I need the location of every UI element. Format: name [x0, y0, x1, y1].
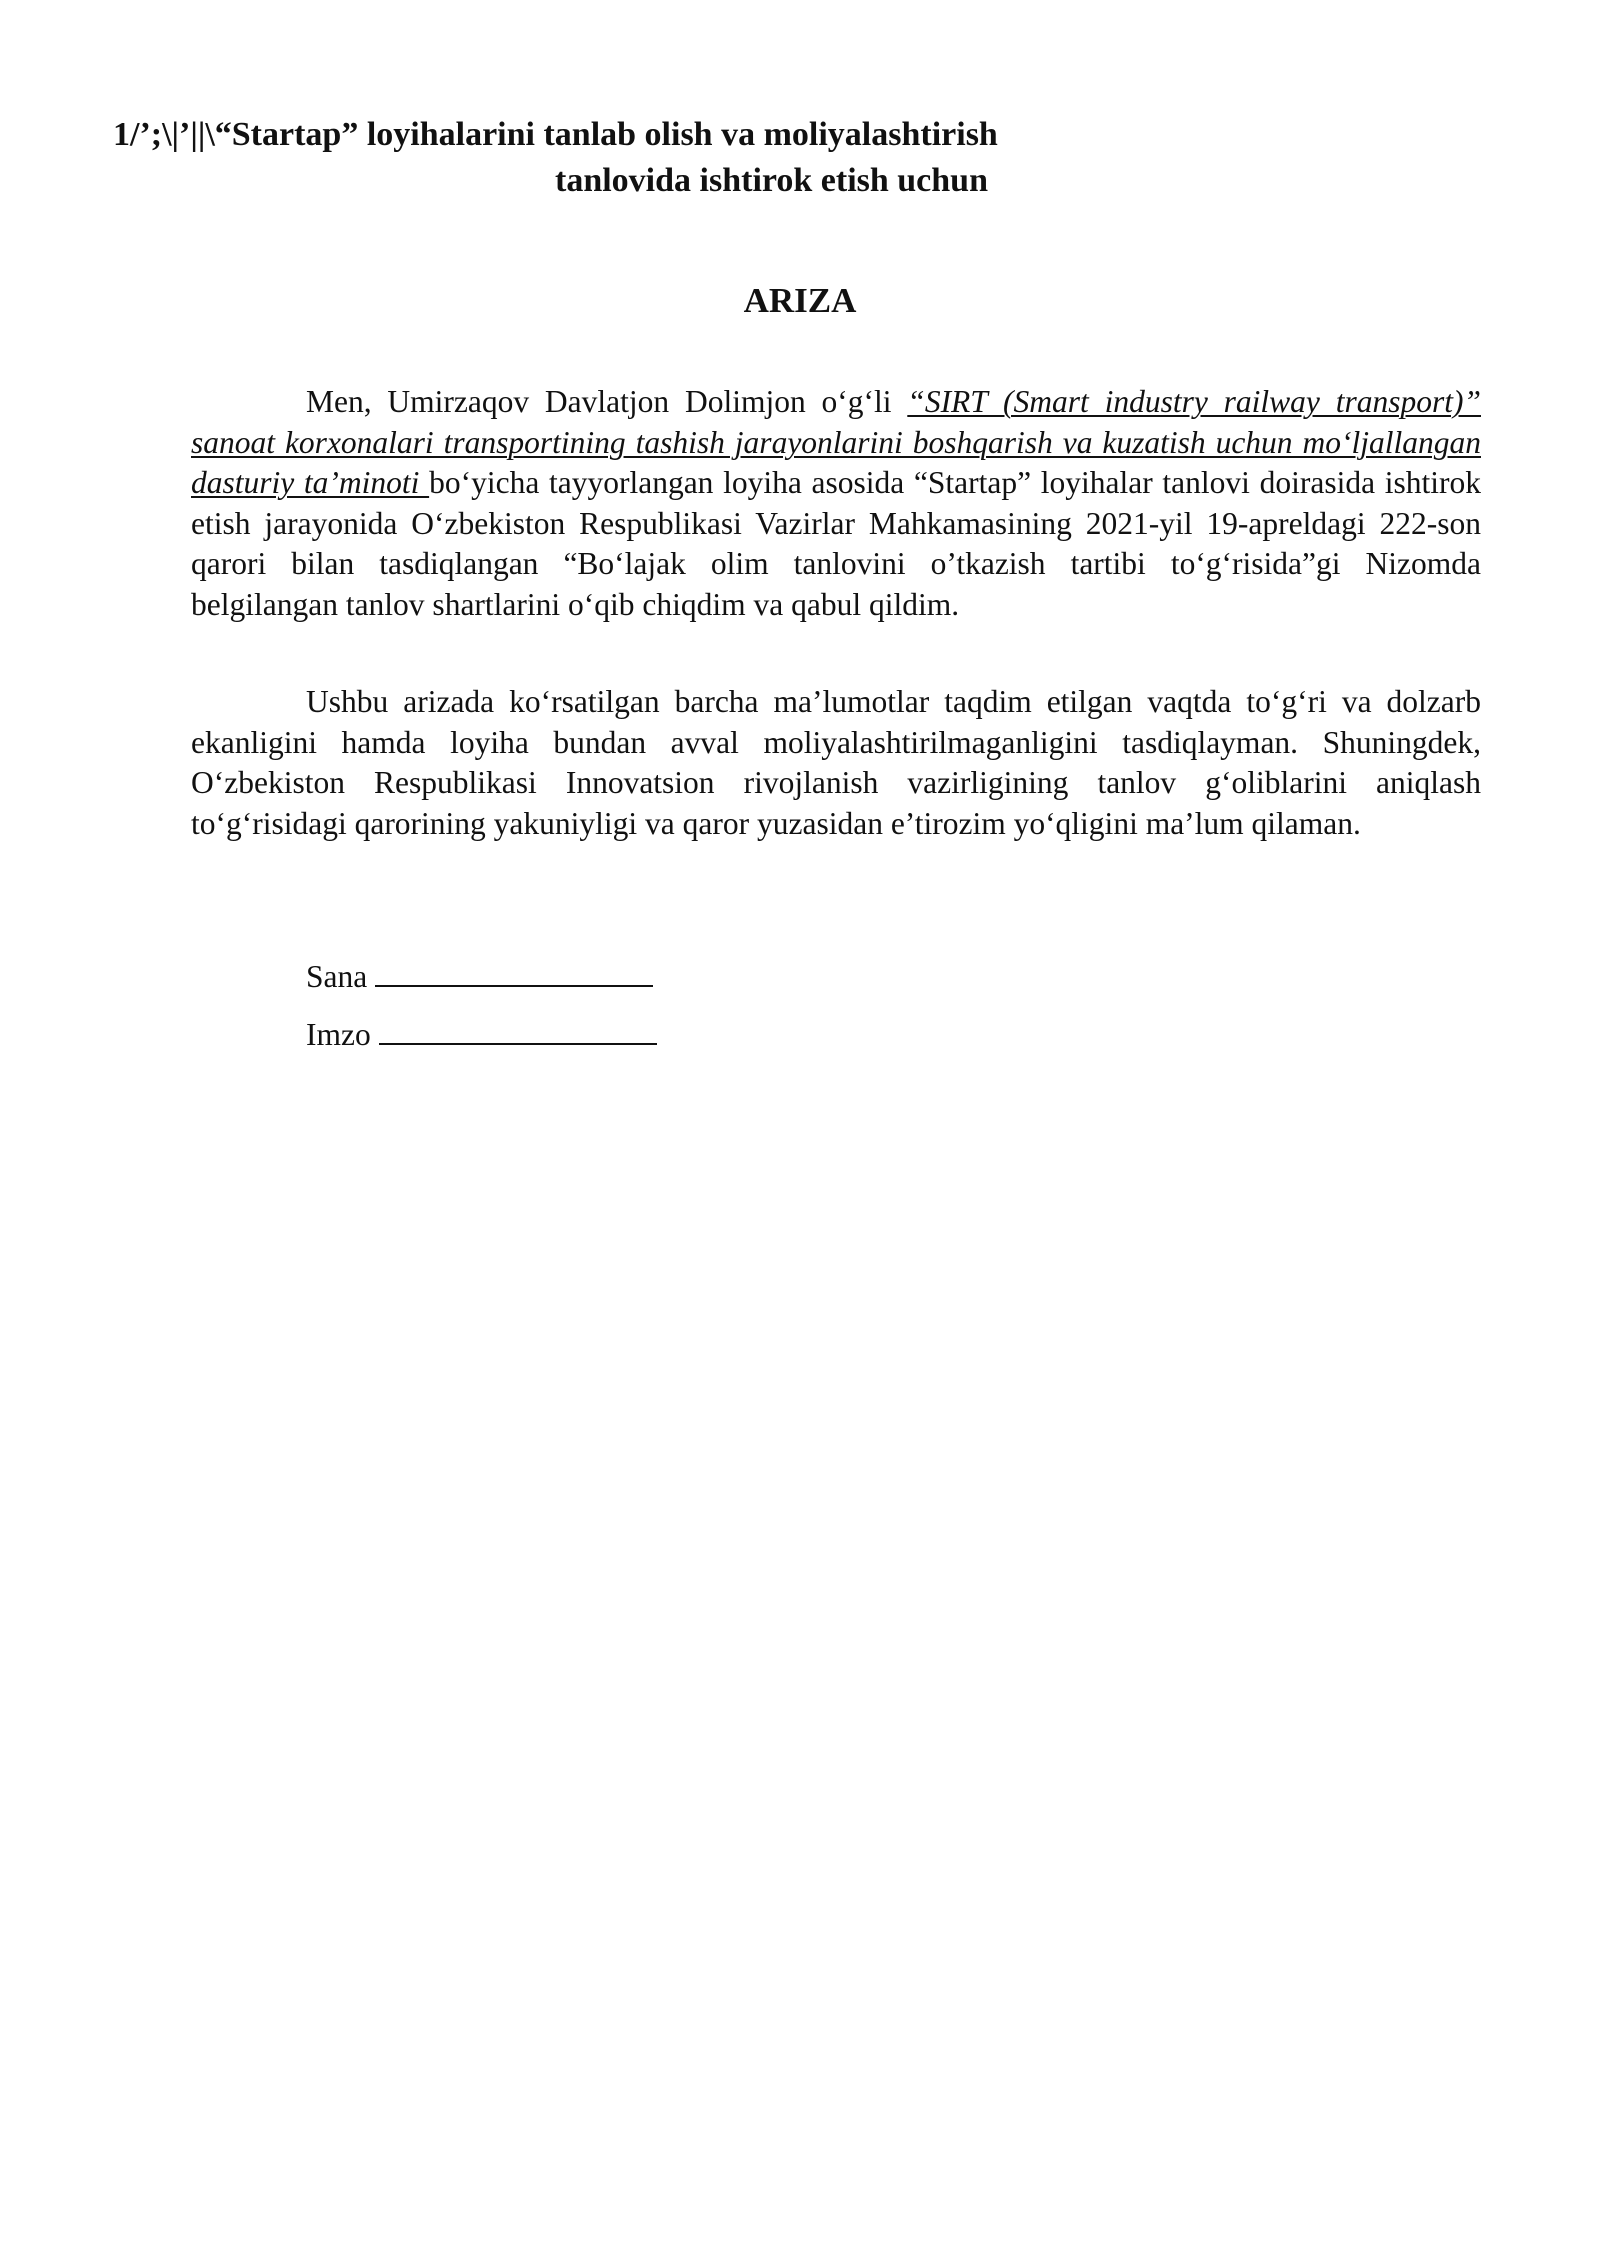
document-title: ARIZA — [743, 281, 857, 320]
paragraph-confirmation — [191, 682, 1481, 844]
project-name: “SIRT (Smart industry railway transport)” sanoat korxonalari transportining tashish jarayonlarini boshqarish va kuzatish uchun mo‘ljallangan dasturiy ta’minoti — [191, 384, 1481, 500]
signature-blank-line[interactable] — [379, 1013, 657, 1045]
paragraph-statement — [191, 382, 1481, 625]
header-line-1: 1/’;\|’||\“Startap” loyihalarini tanlab olish va moliyalashtirish — [113, 116, 998, 153]
paragraph-rest: bo‘yicha tayyorlangan loyiha asosida “Startap” loyihalar tanlovi doirasida ishtirok etish jarayonida O‘zbekiston Respublikasi Vazirlar Mahkamasining 2021-yil 19-apreldagi 222-son qarori bilan tasdiqlangan “Bo‘lajak olim tanlovini o’tkazish tartibi to‘g‘risida”gi Nizomda belgilangan tanlov shartlarini o‘qib chiqdim va qabul qildim. — [191, 465, 1481, 622]
header-line-2: tanlovida ishtirok etish uchun — [555, 162, 989, 199]
date-blank-line[interactable] — [375, 955, 653, 987]
date-field — [306, 955, 653, 997]
paragraph-intro: Men, Umirzaqov Davlatjon Dolimjon o‘g‘li — [306, 384, 908, 419]
date-label: Sana — [306, 959, 368, 994]
paragraph-confirmation-text: Ushbu arizada ko‘rsatilgan barcha ma’lumotlar taqdim etilgan vaqtda to‘g‘ri va dolzarb ekanligini hamda loyiha bundan avval moliyalashtirilmaganligini tasdiqlayman. Shuningdek, O‘zbekiston Respublikasi Innovatsion rivojlanish vazirligining tanlov g‘oliblarini aniqlash to‘g‘risidagi qarorining yakuniyligi va qaror yuzasidan e’tirozim yo‘qligini ma’lum qilaman. — [191, 684, 1481, 841]
signature-label: Imzo — [306, 1017, 371, 1052]
signature-field — [306, 1013, 657, 1055]
